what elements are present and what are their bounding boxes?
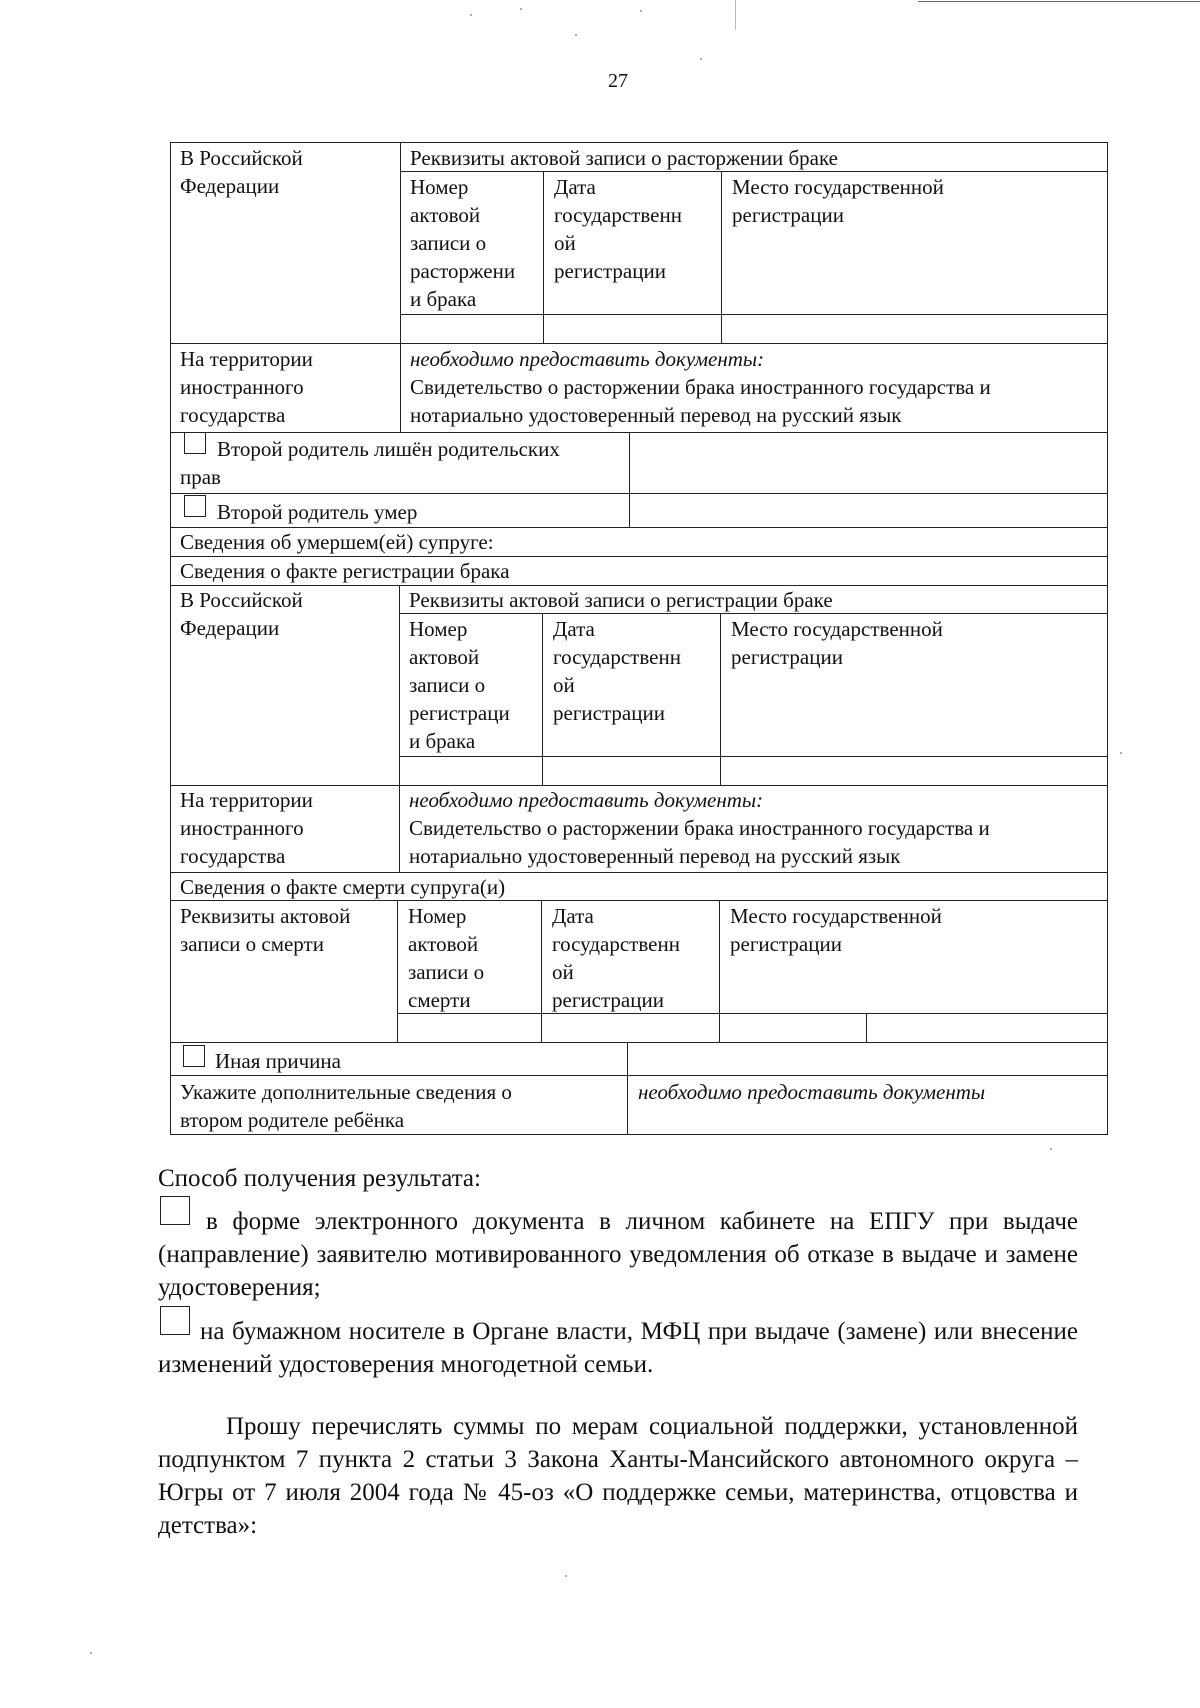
death-date-field[interactable] (541, 1013, 719, 1042)
divorce-foreign-label: На территории иностранного государства (180, 347, 313, 427)
marriage-number-field[interactable] (399, 756, 542, 785)
scan-speck (520, 8, 522, 10)
divorce-record-heading: Реквизиты актовой записи о расторжении браке (410, 146, 838, 170)
scan-speck (700, 58, 702, 60)
death-number-field[interactable] (397, 1013, 541, 1042)
other-reason-label: Иная причина (215, 1049, 341, 1073)
marriage-record-heading: Реквизиты актовой записи о регистрации браке (409, 588, 833, 612)
death-col-date: Дата государственн ой регистрации (552, 904, 680, 1012)
death-fact-heading: Сведения о факте смерти супруга(и) (180, 875, 506, 899)
scan-artifact (735, 0, 736, 30)
marriage-fact-heading: Сведения о факте регистрации брака (180, 559, 510, 583)
marriage-date-field[interactable] (542, 756, 720, 785)
deceased-checkbox[interactable] (184, 495, 206, 517)
divorce-col-date: Дата государственн ой регистрации (554, 175, 682, 283)
marriage-foreign-text: Свидетельство о расторжении брака иностранного государства и нотариально удостоверенный перевод на русский язык (409, 816, 990, 868)
divorce-rf-label: В Российской Федерации (180, 146, 303, 198)
divorce-foreign-note: необходимо предоставить документы: (410, 347, 765, 371)
scan-speck (90, 1652, 92, 1654)
additional-info-label: Укажите дополнительные сведения о втором родителе ребёнка (180, 1080, 512, 1132)
spouse-info-heading: Сведения об умершем(ей) супруге: (180, 530, 494, 554)
table-line (170, 343, 1107, 344)
scan-artifact (918, 1, 1200, 2)
table-border-left (170, 142, 171, 1135)
divorce-number-field[interactable] (400, 314, 543, 343)
marriage-foreign-note: необходимо предоставить документы: (409, 788, 764, 812)
divorce-place-field[interactable] (721, 314, 1107, 343)
table-border-bottom (170, 1134, 1108, 1135)
death-col-number: Номер актовой записи о смерти (408, 904, 485, 1012)
other-reason-field[interactable] (627, 1042, 1107, 1075)
scan-speck (470, 14, 472, 16)
table-border-right (1107, 142, 1108, 1135)
marriage-foreign-label: На территории иностранного государства (180, 788, 313, 868)
deprived-label: Второй родитель лишён родительских прав (180, 437, 560, 489)
death-col-place: Место государственной регистрации (730, 904, 942, 956)
deceased-label: Второй родитель умер (217, 500, 418, 524)
divorce-foreign-text: Свидетельство о расторжении брака иностранного государства и нотариально удостоверенный перевод на русский язык (410, 375, 991, 427)
table-border-top (170, 142, 1108, 143)
divorce-col-number: Номер актовой записи о расторжени и брака (410, 175, 516, 311)
additional-info-note: необходимо предоставить документы (638, 1080, 986, 1104)
marriage-rf-label: В Российской Федерации (180, 588, 303, 640)
request-paragraph: Прошу перечислять суммы по мерам социальной поддержки, установленной подпунктом 7 пункта 2 статьи 3 Закона Ханты-Мансийского автономного округа – Югры от 7 июля 2004 года № 45-оз «О поддержке семьи, материнства, отцовства и детства»: (158, 1413, 1078, 1539)
table-line (170, 1075, 1107, 1076)
scan-speck (575, 34, 577, 36)
scan-speck (1120, 752, 1122, 754)
result-heading: Способ получения результата: (158, 1165, 481, 1192)
deceased-field[interactable] (629, 493, 1107, 527)
death-record-label: Реквизиты актовой записи о смерти (180, 904, 351, 956)
death-place-field[interactable] (719, 1013, 1107, 1042)
table-line (399, 585, 400, 872)
scan-speck (1050, 1148, 1052, 1150)
result-option-electronic: в форме электронного документа в личном кабинете на ЕПГУ при выдаче (направление) заявителю мотивированного уведомления об отказе в выдаче и замене удостоверения; (158, 1208, 1078, 1301)
divorce-col-place: Место государственной регистрации (732, 175, 944, 227)
marriage-col-date: Дата государственн ой регистрации (553, 617, 681, 725)
page-number: 27 (608, 70, 628, 92)
marriage-place-field[interactable] (720, 756, 1107, 785)
deprived-field[interactable] (629, 432, 1107, 493)
scan-speck (640, 10, 642, 12)
marriage-col-number: Номер актовой записи о регистраци и брака (409, 617, 510, 753)
scan-speck (565, 1575, 567, 1577)
table-line (400, 142, 401, 432)
other-reason-checkbox[interactable] (183, 1045, 205, 1067)
result-option-paper: на бумажном носителе в Органе власти, МФЦ при выдаче (замене) или внесение изменений удостоверения многодетной семьи. (158, 1318, 1078, 1378)
divorce-date-field[interactable] (543, 314, 721, 343)
marriage-col-place: Место государственной регистрации (731, 617, 943, 669)
